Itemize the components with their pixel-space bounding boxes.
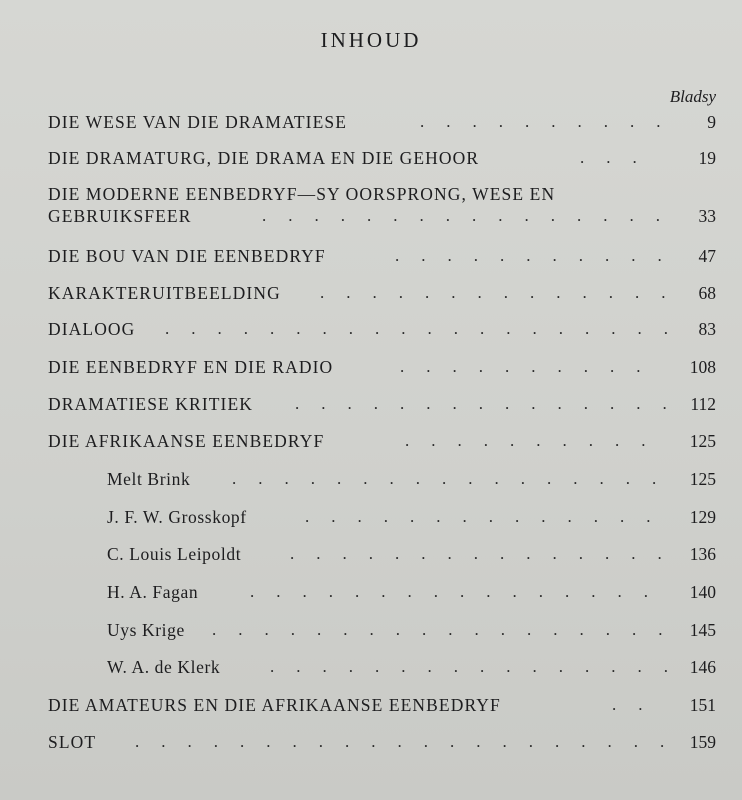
dot-leader: . . . . . . . . . . <box>405 431 647 450</box>
dot-leader: . . . . . . . . . . . . . . <box>305 507 652 526</box>
dot-leader: . . . . . . . . . . . . . . . . <box>250 582 649 601</box>
toc-subentry-label: C. Louis Leipoldt <box>107 544 242 564</box>
toc-subentry-page: 136 <box>689 544 716 564</box>
toc-subentry-page: 146 <box>689 657 716 677</box>
toc-entry-page: 108 <box>689 357 716 377</box>
dot-leader: . . . . . . . . . . . . . . . . . <box>232 469 658 488</box>
toc-entry-label: DRAMATIESE KRITIEK <box>48 394 253 414</box>
toc-subentry-label: Uys Krige <box>107 620 185 640</box>
toc-entry <box>0 112 742 142</box>
toc-entry <box>0 319 742 349</box>
dot-leader: . . . . . . . . . . . . . . . . . . <box>212 620 664 639</box>
toc-subentry-page: 125 <box>689 469 716 489</box>
toc-entry <box>0 184 742 240</box>
toc-subentry <box>0 469 742 499</box>
toc-entry-label: DIE EENBEDRYF EN DIE RADIO <box>48 357 334 377</box>
toc-entry-page: 68 <box>698 283 716 303</box>
toc-entry-page: 9 <box>707 112 716 132</box>
toc-entry-page: 19 <box>698 148 716 168</box>
dot-leader: . . . . . . . . . . . <box>395 246 663 265</box>
toc-subentry-label: Melt Brink <box>107 469 191 489</box>
dot-leader: . . . <box>580 148 638 167</box>
toc-entry <box>0 695 742 725</box>
dot-leader: . . . . . . . . . . <box>400 357 642 376</box>
toc-entry-page: 159 <box>689 732 716 752</box>
toc-entry <box>0 246 742 276</box>
page-title: INHOUD <box>320 28 422 52</box>
toc-entry-page: 33 <box>698 206 716 226</box>
toc-entry-label: KARAKTERUITBEELDING <box>48 283 281 303</box>
dot-leader: . . <box>612 695 644 714</box>
dot-leader: . . . . . . . . . . . . . . . . . . . . . <box>135 732 666 751</box>
toc-entry <box>0 148 742 178</box>
dot-leader: . . . . . . . . . . . . . . <box>320 283 667 302</box>
toc-entry <box>0 283 742 313</box>
toc-subentry <box>0 620 742 650</box>
toc-entry-label: DIALOOG <box>48 319 136 339</box>
toc-subentry-label: J. F. W. Grosskopf <box>107 507 247 527</box>
toc-subentry <box>0 582 742 612</box>
toc-subentry-label: W. A. de Klerk <box>107 657 221 677</box>
toc-subentry-page: 145 <box>689 620 716 640</box>
toc-entry-label: DIE DRAMATURG, DIE DRAMA EN DIE GEHOOR <box>48 148 480 168</box>
toc-entry-label: DIE WESE VAN DIE DRAMATIESE <box>48 112 348 132</box>
toc-subentry-page: 140 <box>689 582 716 602</box>
toc-entry-page: 151 <box>689 695 716 715</box>
dot-leader: . . . . . . . . . . . . . . . <box>290 544 663 563</box>
toc-entry-label: SLOT <box>48 732 97 752</box>
dot-leader: . . . . . . . . . . . . . . . . <box>270 657 669 676</box>
toc-entry <box>0 431 742 461</box>
toc-entry <box>0 394 742 424</box>
toc-entry-label: DIE BOU VAN DIE EENBEDRYF <box>48 246 326 266</box>
toc-subentry <box>0 657 742 687</box>
toc-entry-page: 125 <box>689 431 716 451</box>
toc-entry-label: DIE AMATEURS EN DIE AFRIKAANSE EENBEDRYF <box>48 695 501 715</box>
toc-entry-page: 47 <box>698 246 716 266</box>
toc-subentry-page: 129 <box>689 507 716 527</box>
toc-entry-label: DIE MODERNE EENBEDRYF—SY OORSPRONG, WESE EN <box>48 184 556 204</box>
toc-subentry-label: H. A. Fagan <box>107 582 199 602</box>
toc-entry-page: 83 <box>698 319 716 339</box>
toc-subentry <box>0 507 742 537</box>
toc-subentry <box>0 544 742 574</box>
dot-leader: . . . . . . . . . . . . . . . . <box>262 206 661 225</box>
dot-leader: . . . . . . . . . . . . . . . <box>295 394 668 413</box>
dot-leader: . . . . . . . . . . <box>420 112 662 131</box>
dot-leader: . . . . . . . . . . . . . . . . . . . . <box>165 319 669 338</box>
toc-entry <box>0 357 742 387</box>
toc-entry <box>0 732 742 762</box>
toc-entry-label-continued: GEBRUIKSFEER <box>48 206 192 226</box>
page-column-heading: Bladsy <box>669 87 716 106</box>
toc-entry-label: DIE AFRIKAANSE EENBEDRYF <box>48 431 325 451</box>
toc-entry-page: 112 <box>690 394 716 414</box>
